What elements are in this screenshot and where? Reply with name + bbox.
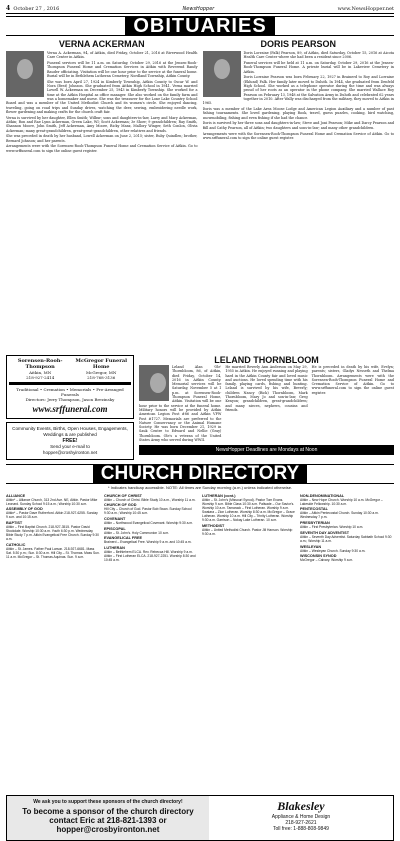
church-listing: Aitkin – St. John's (Missouri Synod). Pastor Tom Evans. Worship 9 a.m. Bible Class 10:30 a.m. Palisade – Our Savior's. Worship 10 a.m. Tamarack – First Lutheran. Worship 9 a.m. Swatara – Zion Lutheran. Worship 8:30 a.m. McGregor – Grace Lutheran. Worship 10 a.m. Hill City – Trinity Lutheran. Worship 9:30 a.m. Garrison – Nokay Lake Lutheran. 10 a.m. [202, 497, 295, 523]
obituary-body [139, 365, 394, 442]
sponsor-footer [6, 795, 394, 841]
church-directory-banner [6, 464, 394, 484]
obituaries-title: OBITUARIES [125, 17, 274, 35]
church-listing: Aitkin – St. John's. Holy Communion 10 a.m. [104, 530, 170, 535]
denomination-heading: WISCONSIN SYNOD [300, 554, 337, 559]
obituary-paragraph: Doris is survived by her three sons and daughters-in-law; Steve and Joni Pearson; Mike and Darcy Pearson and Bill and Cathy Pearson, all of Aitkin; two daughters and sons-in-law; and many other grandchildren. [202, 121, 394, 130]
obituary-paragraph: Doris Lorraine (Falk) Pearson, 89, of Aitkin, died Saturday, October 15, 2016 at Aicota Health Care Center where she had been a resident since 2006. [243, 51, 394, 60]
free-announcements-ad [6, 422, 134, 460]
ad-free-text: FREE! [62, 438, 78, 444]
church-listing: Aitkin – Seventh Day Adventist. Saturday Sabbath School 9:30 a.m.; Worship 11 a.m. [300, 534, 392, 543]
obituary-paragraph: Funeral services will be held at 11 a.m. on Saturday, October 29, 2016 at the Jensen-Rooh-Thompson Funeral Home. A private burial will be in Lakeview Cemetery in Aitkin. [243, 61, 394, 74]
funeral-home-row [9, 358, 131, 380]
ad-email[interactable]: hopper@croshyironton.net [42, 450, 98, 455]
denomination-heading: CHURCH OF CHRIST [104, 493, 142, 498]
website-link[interactable]: www.NewsHopper.net [337, 6, 394, 12]
directory-column [300, 492, 394, 792]
portrait-photo [203, 51, 241, 97]
page-number-date [6, 5, 59, 12]
obituary-paragraph: She was preceded in death by her husband, Lowell Ackerman on June 2, 2015; sister, Ruby Quindlen; brother, Bernard Johnson; and her parents. [6, 134, 198, 143]
obituary-paragraph: Arrangements were with the Sorensen-Rooh-Thompson Funeral Home and Cremation Service of Aitkin. Go to www.srffuneral.com to sign the online guest register. [202, 131, 394, 140]
denomination-heading: CATHOLIC [6, 543, 26, 548]
issue-date: October 27 , 2016 [13, 6, 60, 12]
denomination-heading: METHODIST [202, 523, 225, 528]
funeral-home-city: McGregor, MN [85, 370, 117, 375]
obituary-name: LELAND THORNBLOOM [214, 355, 319, 365]
sponsor-invite: To become a sponsor of the church directory contact Eric at 218-821-1393 or hopper@crosbyironton.net [22, 807, 194, 834]
page-number: 4 [6, 5, 11, 12]
obituary-name: VERNA ACKERMAN [58, 39, 145, 49]
church-listing: Aitkin – New Hope Church. Worship 10 a.m. McGregor – Lakeside Fellowship. 10:30 a.m. [300, 497, 383, 506]
church-listing: Aitkin – Aitkin Pentecostal Church. Sunday 10:30 a.m. Wednesday 7 p.m. [300, 511, 379, 520]
denomination-heading: NON-DENOMINATIONAL [300, 493, 345, 498]
portrait-photo [139, 365, 169, 401]
denomination-heading: SEVENTH DAY ADVENTIST [300, 530, 350, 535]
divider [9, 382, 131, 385]
denomination-heading: BAPTIST [6, 521, 23, 526]
directory-note: * Indicates handicap accessible. NOTE: All times are Sunday morning (a.m.) unless indicated otherwise. [107, 485, 293, 490]
obituary-paragraph: Funeral services will be 11 a.m. on Saturday, October 29, 2016 at the Jensen-Rooh-Thompson Funeral Home and Cremation Services in Aitkin with Reverend Randy Bauder officiating. Visitation will be one hour prior to the service at the funeral home. Burial will be in Bethlehem Lutheran Cemetery, Nordland Township, Aitkin County. [47, 61, 198, 78]
denomination-heading: EVANGELICAL FREE [104, 536, 143, 541]
directory-column [6, 492, 100, 792]
denomination-heading: WESLEYAN [300, 544, 322, 549]
funeral-home-phone: 218-927-2414 [26, 375, 55, 380]
sponsor-ad [209, 796, 393, 840]
ad-text: Send your e-mail to [50, 444, 90, 449]
church-listing: Aitkin – Northwood Evangelical Covenant. Worship 9:30 a.m. [104, 521, 194, 526]
obituary-ackerman [6, 39, 198, 353]
directory-column [104, 492, 198, 792]
funeral-home-city: Aitkin, MN [29, 370, 52, 375]
denomination-heading: ASSEMBLY OF GOD [6, 507, 43, 512]
sponsor-tagline: Appliance & Home Design [271, 814, 331, 820]
church-listing: Aitkin – Bethlehem ELCA. Rev. Rebecca Hill. Worship 9 a.m. Aitkin – First Lutheran ELCA. 218-927-2251. Worship 8:30 and 10:45 a.m. [104, 550, 196, 563]
church-listing: Aitkin – Wesleyan Church. Sunday 9:30 a.m. [300, 548, 366, 553]
church-listing: Aitkin – First Baptist Church. 218-927-3515. Pastor David Stockdale. Worship 10:30 a.m. Youth 6:30 p.m. Wednesday Bible Study 7 p.m. Aitkin Evangelical Free Church. Sunday 9:30 a.m. [6, 525, 99, 542]
ads-and-leland-row [6, 355, 394, 460]
church-listing: Aitkin – Church of Christ. Bible Study 10 a.m., Worship 11 a.m. [104, 497, 196, 502]
denomination-heading: CHURCH OF GOD [104, 503, 137, 508]
deadline-banner: NewsHopper Deadlines are Mondays at Noon [139, 445, 394, 455]
sponsor-phone: 218-927-2621 [285, 820, 317, 826]
sponsor-cta [7, 796, 209, 840]
obituary-name: DORIS PEARSON [260, 39, 336, 49]
obituaries-banner [6, 16, 394, 36]
church-listing: Aitkin – United Methodist Church. Pastor Jill Hanson. Worship 9:30 a.m. [202, 527, 293, 536]
obituary-paragraph: Verna A. Ackerman, 94, of Aitkin, died Friday, October 21, 2016 at Riverwood Health Care Center in Aitkin. [47, 51, 198, 60]
church-listing: Aitkin – St. James. Father Paul Larson. 218-927-6681. Mass Sat. 5:30 p.m.; Sun. 8:30 a.m. Hill City – St. Thomas. Mass Sun. 11 a.m. McGregor – St. Thomas Aquinas. Sun. 9 a.m. [6, 547, 100, 560]
sponsor-tollfree: Toll free: 1-888-808-9849 [273, 826, 329, 832]
page-header [6, 4, 394, 14]
denomination-heading: PRESBYTERIAN [300, 521, 330, 526]
obituary-paragraph: She was born April 27, 1924 in Kimberly Township, Aitkin County to Oscar W. and Nora (Best) Johnson. She graduated from Aitkin High School in 1941. Verna married Lowell W. Ackerman on December 25, 1943 in Kimberly Township. She worked for a time at the Aitkin Hospital as office manager. She also worked on the family farm and was a homemaker and nurse. She was the treasurer for the Lone Lake Country School Board and was a member of the United Methodist Church and its women's circle. She enjoyed dancing, traveling, going on road trips and Sunday drives, watching the deer, sewing, embroidering needle work, flower gardening and making crafts for the church craft fair. [6, 79, 198, 114]
portrait-photo [6, 51, 44, 97]
obituary-paragraph: Arrangements were with the Sorensen-Rooh-Thompson Funeral Home and Cremation Service of Aitkin. Go to www.srffuneral.com to sign the online guest register. [6, 144, 198, 153]
obituary-column: He married Beverly Ann Anderson on May 29, 1955 in Aitkin. He enjoyed running and playing hard in the Aitkin County fair and loved music and auctions. He loved spending time with his family, playing cards, fishing and hunting. Leland is survived by his wife, Beverly; children Nancy (Rick) Thornbloom, Mark Thornbloom, Mary Jo and son-in-law, Greg Kenyon; grandchildren, great-grandchildren; and many nieces, nephews, cousins and friends. [225, 365, 308, 412]
denomination-heading: ALLIANCE [6, 493, 26, 498]
ad-text: Community Events, Births, Open Houses, Engagements, Weddings & are published [12, 426, 128, 437]
obituary-paragraph: Doris Lorraine Pearson was born February 22, 1927 in Brainerd to Roy and Lorraine (Eklund) Falk. Her family later moved to Duluth. In 1944, she graduated from Denfeld High School. She worked as a telephone operator during the time and was always proud of her roots as an operator in the phone company. She married Wallace Roy Pearson on February 13, 1948 at the Salvation Army in Duluth and celebrated 62 years together in 2010. After Wally was discharged from the military, they moved to Aitkin in 1965. [202, 75, 394, 106]
denomination-heading: EPISCOPAL [104, 526, 126, 531]
sponsor-question: We ask you to support these sponsors of the church directory! [33, 799, 183, 805]
funeral-website[interactable]: www.srffuneral.com [32, 404, 108, 414]
denomination-heading: PENTECOSTAL [300, 507, 328, 512]
denomination-heading: COVENANT [104, 516, 126, 521]
church-listing: Hill City – Church of God. Pastor Bob Swan. Sunday School 9:30 a.m.; Worship 10:45 a.m. [104, 507, 192, 516]
church-directory-listing [6, 492, 394, 792]
obituary-column: He is preceded in death by his wife, Evelyn; parents; sisters, Gladys Nesseth and Thelma Thornbloom. Arrangements were with the Sorensen-Rooh-Thompson Funeral Home and Cremation Service of Aitkin. Go to www.srffuneral.com to sign the online guest register. [311, 365, 394, 395]
left-ads [6, 355, 134, 460]
funeral-home-ad [6, 355, 134, 419]
obituary-pearson [203, 39, 395, 353]
obituary-paragraph: Leland Alan 'Ole' Thornbloom, 86, of Aitkin, died Friday, October 14, 2016 in Aitkin County. Memorial services will be Saturday, November 5 at 1 p.m. at Sorensen-Rooh-Thompson Funeral Home, Aitkin. Visitation will be one hour prior to the service at the funeral home. Military honors will be provided by Aitkin American Legion Post #86 and Aitkin VFW Post #1727. Memorials are preferred to the Nature Conservancy or the Animal Humane Society. He was born December 21, 1929 in Sauk Centre to Edward and Nellie (Gray) Thornbloom. Ole's a veteran of the United States Army who served during WWII. [139, 365, 222, 443]
church-listing: Aitkin* – Alliance Church, 313 2nd Ave. NE, Aitkin. Pastor Mike Leonard. Sunday School 9:15 a.m.; Worship 10:30 a.m. [6, 497, 98, 506]
sponsor-name: Blakesley [277, 799, 325, 813]
church-listing: Aitkin – First Presbyterian. Worship 10 a.m. [300, 525, 364, 530]
directory-column [202, 492, 296, 792]
obituaries-section [6, 39, 394, 353]
obituary-column [139, 365, 221, 442]
church-listing: Aitkin* – Pastor Dave Rutherford. Aitkin 218-927-6255. Sunday 9 a.m. and 10:15 a.m. [6, 511, 98, 520]
mcgregor-block [71, 358, 131, 380]
masthead: NewsHopper [182, 6, 215, 12]
denomination-heading: LUTHERAN [104, 546, 125, 551]
church-directory-title: CHURCH DIRECTORY [93, 465, 307, 483]
obituary-thornbloom [139, 355, 394, 460]
church-listing: Brainerd – Evangelical Free. Worship 9 a.m. and 10:45 a.m. [104, 540, 192, 545]
sorensen-block [9, 358, 71, 380]
directors-line: Directors: Jerry Thompson, Jason Brezinsky [25, 397, 115, 402]
services-line: Traditional • Cremation • Memorials • Pre-Arranged Funerals [16, 387, 124, 397]
funeral-home-name: McGregor Funeral Home [75, 358, 127, 370]
funeral-home-name: Sorensen-Rooh-Thompson [17, 358, 63, 370]
funeral-home-phone: 218-768-3136 [87, 375, 116, 380]
church-listing: McGregor – Calvary. Worship 9 a.m. [300, 558, 354, 563]
obituary-paragraph: Verna is survived by her daughter, Ellen Smith; Wilbur; sons and daughters-in-law, Larry and Mary Ackerman, Aitkin; Ron and Rae Lynn Ackerman, Green Lake, WI; Scott Ackerman; 3e Show; 9 grandchildren; Ray Smith, Shannon Moore, John Smith, Jeff Ackerman, Amy Moore, Ricky Manz, Mallory Winger, Seth Conlon, Olivia Ackerman; many great-grandchildren, great-great-grandchildren, other relatives and friends. [6, 115, 198, 133]
obituary-paragraph: Doris was a member of the Lake Area Moose Lodge and American Legion Auxiliary and a number of past fishing tournaments. She loved gardening, playing Rook, travel, guess puzzles, cooking, bird watching, snowmobiling, fishing and even fishing if she had the chance. [202, 107, 394, 120]
denomination-heading: LUTHERAN (cont.) [202, 493, 236, 498]
